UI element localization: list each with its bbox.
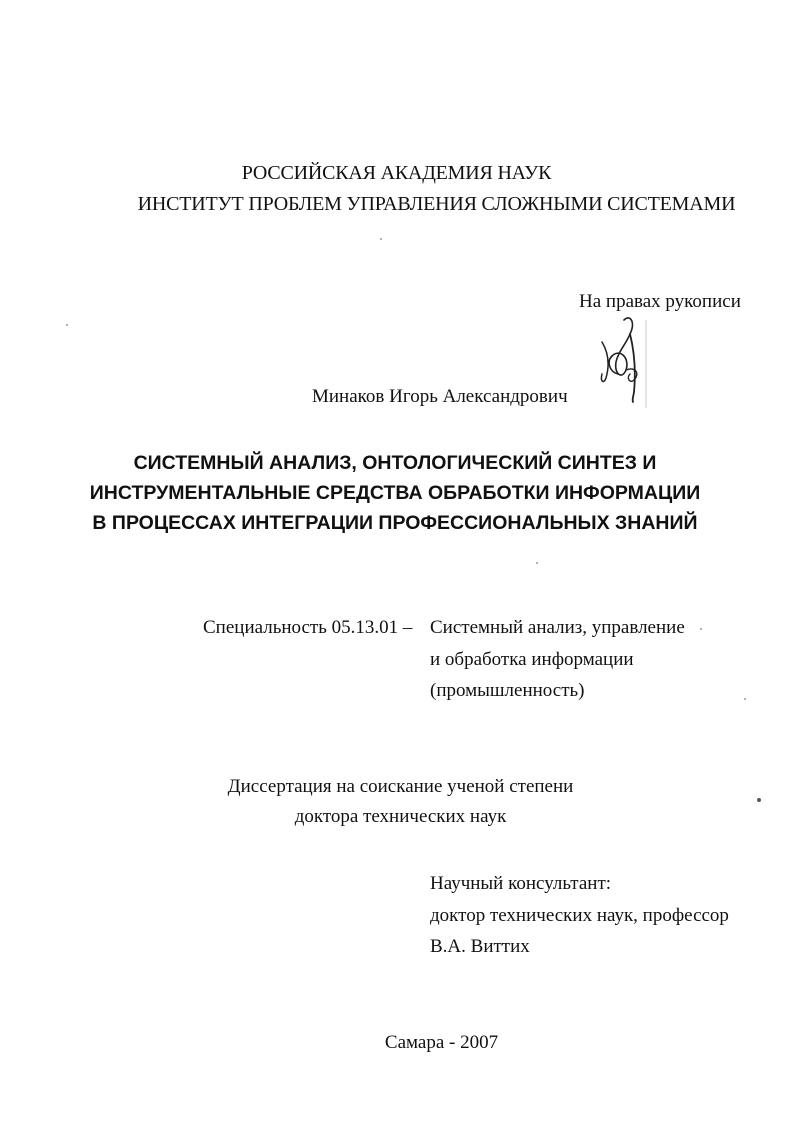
degree-line-2: доктора технических наук [294, 806, 507, 827]
scan-speck [744, 698, 746, 700]
specialty-line-3: (промышленность) [430, 680, 585, 701]
scan-speck [700, 628, 702, 630]
consultant-heading: Научный консультант: [430, 873, 612, 894]
scan-speck [380, 238, 382, 240]
scan-speck [757, 798, 761, 802]
specialty-line-2: и обработка информации [430, 649, 634, 670]
title-line-1: СИСТЕМНЫЙ АНАЛИЗ, ОНТОЛОГИЧЕСКИЙ СИНТЕЗ И [133, 452, 657, 474]
consultant-rank: доктор технических наук, профессор [430, 905, 729, 926]
specialty-label: Специальность 05.13.01 – [203, 617, 413, 638]
degree-line-1: Диссертация на соискание ученой степени [227, 776, 574, 797]
specialty-line-1: Системный анализ, управление [430, 617, 685, 638]
manuscript-note: На правах рукописи [579, 291, 741, 312]
city-year: Самара - 2007 [384, 1032, 499, 1053]
institute-name: ИНСТИТУТ ПРОБЛЕМ УПРАВЛЕНИЯ СЛОЖНЫМИ СИСТЕМАМИ [137, 193, 736, 215]
scan-speck [66, 324, 68, 326]
academy-name: РОССИЙСКАЯ АКАДЕМИЯ НАУК [241, 162, 552, 184]
scan-speck [536, 562, 538, 564]
consultant-name: В.А. Виттих [430, 936, 530, 957]
title-line-3: В ПРОЦЕССАХ ИНТЕГРАЦИИ ПРОФЕССИОНАЛЬНЫХ ЗНАНИЙ [92, 512, 698, 534]
title-line-2: ИНСТРУМЕНТАЛЬНЫЕ СРЕДСТВА ОБРАБОТКИ ИНФОРМАЦИИ [89, 482, 701, 504]
signature [596, 312, 686, 412]
author-name: Минаков Игорь Александрович [312, 386, 568, 407]
